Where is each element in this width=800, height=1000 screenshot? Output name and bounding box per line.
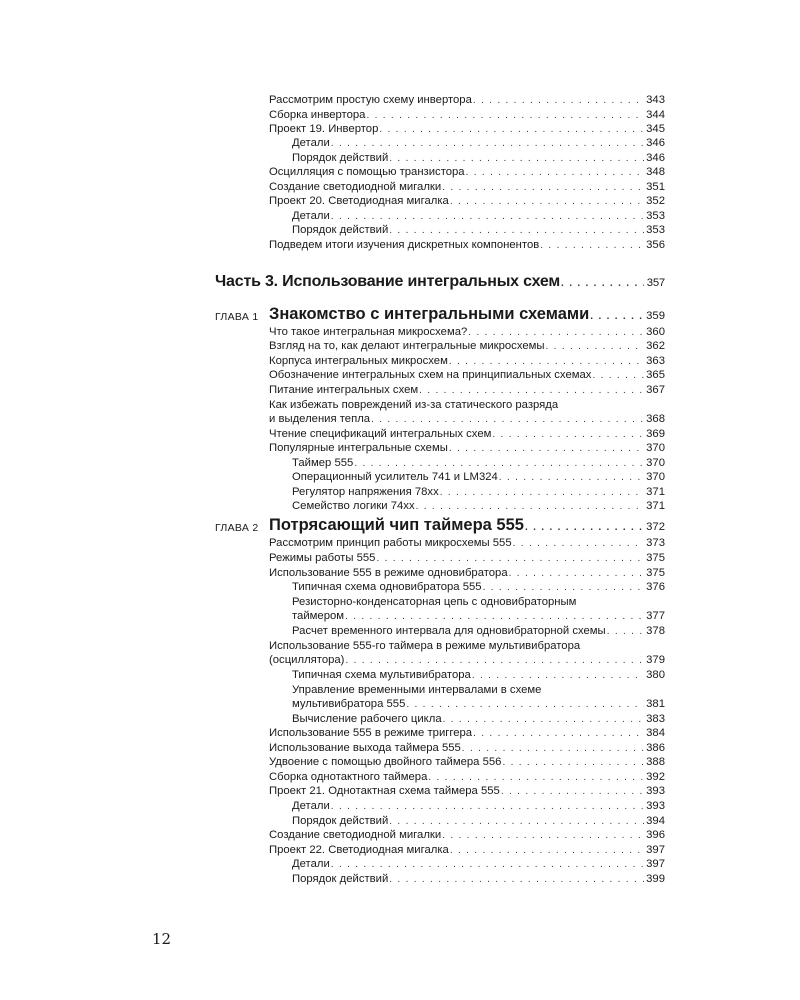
dot-leader: [416, 500, 644, 514]
dot-leader: [331, 210, 644, 224]
toc-entry-page: 397: [646, 858, 665, 870]
dot-leader: [389, 224, 644, 238]
dot-leader: [345, 610, 644, 624]
toc-entry-title: Порядок действий: [292, 152, 389, 164]
toc-entry: [269, 441, 665, 456]
dot-leader: [590, 307, 644, 327]
toc-entry: [269, 165, 665, 180]
toc-entry: [292, 872, 665, 887]
toc-entry-title: Детали: [292, 800, 330, 812]
toc-entry-page: 371: [646, 500, 665, 512]
toc-entry-page: 352: [646, 195, 665, 207]
dot-leader: [389, 815, 644, 829]
toc-entry: [269, 653, 665, 668]
dot-leader: [389, 873, 644, 887]
toc-entry-page: 392: [646, 771, 665, 783]
toc-entry-title: Типичная схема одновибратора 555: [292, 581, 482, 593]
toc-entry: [292, 624, 665, 639]
toc-entry: [269, 368, 665, 383]
toc-entry-title: Проект 19. Инвертор: [269, 123, 379, 135]
toc-entry: [269, 339, 665, 354]
part-title: Часть 3. Использование интегральных схем: [215, 273, 561, 290]
dot-leader: [525, 518, 644, 538]
toc-entry-title: Использование 555 в режиме триггера: [269, 727, 473, 739]
toc-entry-page: 378: [646, 625, 665, 637]
dot-leader: [450, 195, 644, 209]
dot-leader: [419, 384, 644, 398]
toc-entry: [269, 427, 665, 442]
dot-leader: [462, 742, 644, 756]
toc-entry-page: 367: [646, 384, 665, 396]
toc-entry: [269, 93, 665, 108]
dot-leader: [607, 625, 644, 639]
dot-leader: [389, 152, 644, 166]
dot-leader: [442, 181, 644, 195]
toc-entry-page: 394: [646, 815, 665, 827]
toc-entry-title: Корпуса интегральных микросхем: [269, 355, 448, 367]
toc-entry-page: 351: [646, 181, 665, 193]
dot-leader: [466, 166, 644, 180]
chapter-label: ГЛАВА 1: [215, 311, 259, 323]
dot-leader: [501, 785, 644, 799]
dot-leader: [442, 829, 644, 843]
dot-leader: [540, 239, 644, 253]
toc-entry-page: 376: [646, 581, 665, 593]
toc-entry-page: 370: [646, 471, 665, 483]
toc-entry: [292, 485, 665, 500]
toc-entry-page: 346: [646, 137, 665, 149]
toc-entry-page: 369: [646, 428, 665, 440]
toc-entry-page: 348: [646, 166, 665, 178]
dot-leader: [366, 109, 644, 123]
toc-entry: [292, 712, 665, 727]
toc-entry: [292, 470, 665, 485]
toc-entry-page: 365: [646, 369, 665, 381]
toc-entry-title: Использование 555 в режиме одновибратора: [269, 567, 508, 579]
toc-entry-page: 363: [646, 355, 665, 367]
toc-entry: [292, 857, 665, 872]
toc-entry-title: Порядок действий: [292, 873, 389, 885]
toc-entry-page: 370: [646, 457, 665, 469]
toc-entry: [269, 726, 665, 741]
toc-entry: [269, 194, 665, 209]
toc-entry: [292, 580, 665, 595]
toc-entry-title: Семейство логики 74xx: [292, 500, 415, 512]
toc-entry-page: 356: [646, 239, 665, 251]
dot-leader: [331, 858, 644, 872]
toc-entry-page: 393: [646, 800, 665, 812]
toc-entry: [292, 609, 665, 624]
dot-leader: [354, 457, 644, 471]
toc-entry-title: таймером: [292, 610, 345, 622]
part-page: 357: [646, 277, 665, 289]
toc-entry-page: 379: [646, 654, 665, 666]
toc-entry-title: Детали: [292, 210, 330, 222]
toc-entry-page: 368: [646, 413, 665, 425]
dot-leader: [502, 756, 644, 770]
toc-entry: [269, 412, 665, 427]
toc-entry: [269, 828, 665, 843]
chapter-title: Знакомство с интегральными схемами: [269, 305, 590, 323]
dot-leader: [443, 713, 644, 727]
dot-leader: [561, 274, 644, 294]
toc-entry: [292, 814, 665, 829]
toc-entry: [269, 784, 665, 799]
dot-leader: [440, 486, 644, 500]
toc-entry: [269, 122, 665, 137]
toc-entry-title: Питание интегральных схем: [269, 384, 419, 396]
toc-entry-page: 384: [646, 727, 665, 739]
toc-entry-title-line1: Использование 555-го таймера в режиме мультивибратора: [269, 640, 581, 652]
toc-entry-title: Режимы работы 555: [269, 552, 376, 564]
chapter-page: 359: [646, 310, 665, 322]
toc-entry-title: Регулятор напряжения 78xx: [292, 486, 439, 498]
toc-entry: [292, 223, 665, 238]
dot-leader: [449, 355, 644, 369]
dot-leader: [371, 413, 644, 427]
dot-leader: [345, 654, 644, 668]
toc-entry-title: Операционный усилитель 741 и LM324: [292, 471, 498, 483]
toc-entry-title-line1: Управление временными интервалами в схеме: [292, 684, 542, 696]
dot-leader: [376, 552, 644, 566]
toc-entry-title: Обозначение интегральных схем на принципиальных схемах: [269, 369, 592, 381]
page-number: 12: [152, 930, 172, 948]
toc-entry: [292, 697, 665, 712]
toc-entry-title: Детали: [292, 858, 330, 870]
chapter-title: Потрясающий чип таймера 555: [269, 516, 524, 534]
toc-entry-title: Расчет временного интервала для одновибраторной схемы: [292, 625, 606, 637]
toc-entry-title-line1: Как избежать повреждений из-за статического разряда: [269, 399, 559, 411]
toc-entry-title: Вычисление рабочего цикла: [292, 713, 442, 725]
toc-entry: [269, 843, 665, 858]
toc-entry-title: Детали: [292, 137, 330, 149]
toc-entry: [269, 180, 665, 195]
toc-entry-title: Сборка инвертора: [269, 109, 366, 121]
toc-entry-title: Проект 20. Светодиодная мигалка: [269, 195, 449, 207]
toc-entry-title: Популярные интегральные схемы: [269, 442, 448, 454]
toc-entry: [292, 151, 665, 166]
dot-leader: [406, 698, 644, 712]
toc-entry-page: 353: [646, 224, 665, 236]
toc-entry-page: 346: [646, 152, 665, 164]
toc-entry: [292, 136, 665, 151]
toc-entry-title: Взгляд на то, как делают интегральные микросхемы: [269, 340, 545, 352]
toc-entry-page: 393: [646, 785, 665, 797]
toc-entry: [269, 536, 665, 551]
chapter-page: 372: [646, 521, 665, 533]
toc-entry-page: 380: [646, 669, 665, 681]
dot-leader: [473, 727, 644, 741]
toc-entry-page: 343: [646, 94, 665, 106]
dot-leader: [546, 340, 644, 354]
toc-entry: [292, 799, 665, 814]
toc-entry-title: Таймер 555: [292, 457, 354, 469]
toc-entry-title: Подведем итоги изучения дискретных компонентов: [269, 239, 540, 251]
toc-entry-page: 396: [646, 829, 665, 841]
toc-entry-page: 370: [646, 442, 665, 454]
toc-entry-page: 383: [646, 713, 665, 725]
toc-entry-title: Чтение спецификаций интегральных схем: [269, 428, 492, 440]
dot-leader: [428, 771, 644, 785]
toc-entry-page: 344: [646, 109, 665, 121]
dot-leader: [379, 123, 644, 137]
dot-leader: [331, 800, 644, 814]
chapter-heading: [269, 304, 665, 327]
toc-entry-page: 375: [646, 552, 665, 564]
toc-entry-page: 373: [646, 537, 665, 549]
toc-entry-page: 399: [646, 873, 665, 885]
dot-leader: [499, 471, 644, 485]
toc-entry: [269, 741, 665, 756]
toc-entry-title: Типичная схема мультивибратора: [292, 669, 471, 681]
dot-leader: [492, 428, 644, 442]
toc-entry: [292, 209, 665, 224]
toc-entry-title: Создание светодиодной мигалки: [269, 829, 442, 841]
toc-entry: [269, 325, 665, 340]
dot-leader: [509, 567, 644, 581]
toc-entry-title: Удвоение с помощью двойного таймера 556: [269, 756, 502, 768]
toc-entry-title: Порядок действий: [292, 815, 389, 827]
toc-entry-title: Осцилляция с помощью транзистора: [269, 166, 465, 178]
toc-entry: [269, 770, 665, 785]
toc-entry-title: Сборка однотактного таймера: [269, 771, 428, 783]
part-heading: [215, 272, 665, 294]
toc-entry-page: 362: [646, 340, 665, 352]
toc-entry-title-line1: Резисторно-конденсаторная цепь с одновибраторным: [292, 596, 577, 608]
toc-entry-page: 360: [646, 326, 665, 338]
dot-leader: [449, 442, 644, 456]
toc-entry-page: 375: [646, 567, 665, 579]
toc-entry-title: Использование выхода таймера 555: [269, 742, 461, 754]
toc-entry: [269, 566, 665, 581]
toc-entry: [292, 668, 665, 683]
toc-entry-page: 388: [646, 756, 665, 768]
toc-entry-title: Проект 22. Светодиодная мигалка: [269, 844, 449, 856]
toc-entry: [269, 383, 665, 398]
toc-entry-title: Что такое интегральная микросхема?: [269, 326, 468, 338]
toc-entry-title: Создание светодиодной мигалки: [269, 181, 442, 193]
toc-entry-title: Порядок действий: [292, 224, 389, 236]
dot-leader: [592, 369, 644, 383]
toc-entry-title: мультивибратора 555: [292, 698, 406, 710]
toc-entry-page: 345: [646, 123, 665, 135]
toc-entry-title: и выделения тепла: [269, 413, 371, 425]
dot-leader: [472, 669, 644, 683]
toc-entry: [269, 238, 665, 253]
dot-leader: [331, 137, 644, 151]
toc-entry-page: 353: [646, 210, 665, 222]
dot-leader: [473, 94, 644, 108]
toc-entry-title: Проект 21. Однотактная схема таймера 555: [269, 785, 500, 797]
toc-entry-page: 386: [646, 742, 665, 754]
chapter-label: ГЛАВА 2: [215, 522, 259, 534]
dot-leader: [468, 326, 644, 340]
toc-entry-page: 381: [646, 698, 665, 710]
toc-entry-page: 371: [646, 486, 665, 498]
toc-entry-page: 377: [646, 610, 665, 622]
toc-entry: [269, 354, 665, 369]
dot-leader: [483, 581, 644, 595]
toc-entry: [269, 551, 665, 566]
dot-leader: [450, 844, 644, 858]
toc-entry-title: Рассмотрим принцип работы микросхемы 555: [269, 537, 512, 549]
toc-entry-title: (осциллятора): [269, 654, 345, 666]
toc-entry-page: 397: [646, 844, 665, 856]
toc-entry-title: Рассмотрим простую схему инвертора: [269, 94, 472, 106]
toc-entry: [292, 456, 665, 471]
chapter-heading: [269, 515, 665, 538]
dot-leader: [513, 537, 644, 551]
toc-entry: [269, 755, 665, 770]
toc-entry: [292, 499, 665, 514]
toc-entry: [269, 108, 665, 123]
